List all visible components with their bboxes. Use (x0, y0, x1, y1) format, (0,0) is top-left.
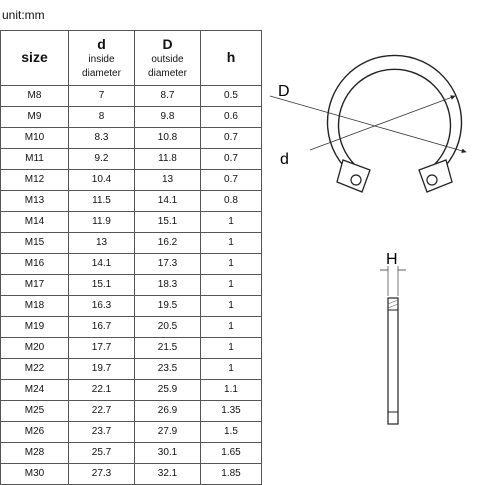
cell-d: 9.2 (69, 149, 135, 170)
header-size: size (1, 31, 69, 86)
cell-D: 27.9 (135, 422, 201, 443)
cell-D: 26.9 (135, 401, 201, 422)
cell-D: 20.5 (135, 317, 201, 338)
cell-D: 21.5 (135, 338, 201, 359)
cell-h: 1 (201, 296, 262, 317)
unit-label: unit:mm (2, 8, 45, 22)
cell-D: 14.1 (135, 191, 201, 212)
cell-h: 1.1 (201, 380, 262, 401)
cell-h: 1.85 (201, 464, 262, 485)
cell-size: M20 (1, 338, 69, 359)
cell-h: 1 (201, 233, 262, 254)
cell-h: 1.65 (201, 443, 262, 464)
table-row (1, 233, 262, 254)
table-row (1, 317, 262, 338)
table-body (1, 86, 262, 485)
cell-h: 1.35 (201, 401, 262, 422)
cell-d: 25.7 (69, 443, 135, 464)
cell-h: 1 (201, 212, 262, 233)
cell-size: M28 (1, 443, 69, 464)
cell-h: 1 (201, 338, 262, 359)
cell-D: 17.3 (135, 254, 201, 275)
cell-D: 8.7 (135, 86, 201, 107)
cell-d: 27.3 (69, 464, 135, 485)
cell-size: M25 (1, 401, 69, 422)
cell-h: 1 (201, 317, 262, 338)
table-row (1, 422, 262, 443)
cell-D: 19.5 (135, 296, 201, 317)
table-row (1, 191, 262, 212)
cell-D: 23.5 (135, 359, 201, 380)
cell-d: 13 (69, 233, 135, 254)
cell-h: 0.8 (201, 191, 262, 212)
table-row (1, 296, 262, 317)
table-row (1, 254, 262, 275)
cell-D: 32.1 (135, 464, 201, 485)
dim-label-d: d (280, 151, 289, 168)
cell-d: 8.3 (69, 128, 135, 149)
cell-h: 1.5 (201, 422, 262, 443)
header-h: h (201, 31, 262, 86)
cell-d: 11.5 (69, 191, 135, 212)
cell-size: M13 (1, 191, 69, 212)
table-row (1, 86, 262, 107)
side-profile (380, 266, 406, 424)
cell-size: M10 (1, 128, 69, 149)
cell-size: M17 (1, 275, 69, 296)
cell-d: 10.4 (69, 170, 135, 191)
cell-size: M22 (1, 359, 69, 380)
cell-h: 1 (201, 275, 262, 296)
cell-d: 22.7 (69, 401, 135, 422)
cell-size: M9 (1, 107, 69, 128)
table-header-row (1, 31, 262, 86)
table-row (1, 380, 262, 401)
cell-d: 17.7 (69, 338, 135, 359)
cell-D: 30.1 (135, 443, 201, 464)
cell-h: 1 (201, 359, 262, 380)
table-row (1, 338, 262, 359)
dim-label-H: H (386, 251, 398, 268)
table-row (1, 212, 262, 233)
cell-h: 0.5 (201, 86, 262, 107)
table-row (1, 443, 262, 464)
cell-d: 14.1 (69, 254, 135, 275)
table-row (1, 359, 262, 380)
cell-size: M8 (1, 86, 69, 107)
cell-h: 0.7 (201, 149, 262, 170)
cell-D: 11.8 (135, 149, 201, 170)
cell-D: 9.8 (135, 107, 201, 128)
circlip-ring (328, 55, 462, 192)
cell-d: 16.3 (69, 296, 135, 317)
cell-size: M15 (1, 233, 69, 254)
cell-d: 23.7 (69, 422, 135, 443)
dim-label-D: D (278, 83, 290, 100)
cell-D: 10.8 (135, 128, 201, 149)
cell-size: M24 (1, 380, 69, 401)
cell-size: M14 (1, 212, 69, 233)
header-d: d inside diameter (69, 31, 135, 86)
cell-D: 18.3 (135, 275, 201, 296)
table-row (1, 275, 262, 296)
header-D: D outside diameter (135, 31, 201, 86)
cell-h: 1 (201, 254, 262, 275)
ring-drawing (262, 0, 476, 440)
cell-D: 25.9 (135, 380, 201, 401)
cell-h: 0.7 (201, 170, 262, 191)
cell-size: M16 (1, 254, 69, 275)
cell-d: 16.7 (69, 317, 135, 338)
table-row (1, 464, 262, 485)
cell-size: M26 (1, 422, 69, 443)
cell-d: 8 (69, 107, 135, 128)
cell-size: M12 (1, 170, 69, 191)
table-row (1, 401, 262, 422)
cell-D: 15.1 (135, 212, 201, 233)
cell-D: 13 (135, 170, 201, 191)
table-row (1, 128, 262, 149)
table-row (1, 170, 262, 191)
cell-d: 7 (69, 86, 135, 107)
table-row (1, 107, 262, 128)
spec-table (0, 30, 262, 485)
cell-h: 0.7 (201, 128, 262, 149)
cell-d: 11.9 (69, 212, 135, 233)
cell-d: 22.1 (69, 380, 135, 401)
cell-size: M19 (1, 317, 69, 338)
cell-D: 16.2 (135, 233, 201, 254)
cell-d: 19.7 (69, 359, 135, 380)
cell-size: M30 (1, 464, 69, 485)
cell-size: M18 (1, 296, 69, 317)
cell-d: 15.1 (69, 275, 135, 296)
cell-h: 0.6 (201, 107, 262, 128)
cell-size: M11 (1, 149, 69, 170)
dimension-lines (270, 96, 466, 152)
table-row (1, 149, 262, 170)
